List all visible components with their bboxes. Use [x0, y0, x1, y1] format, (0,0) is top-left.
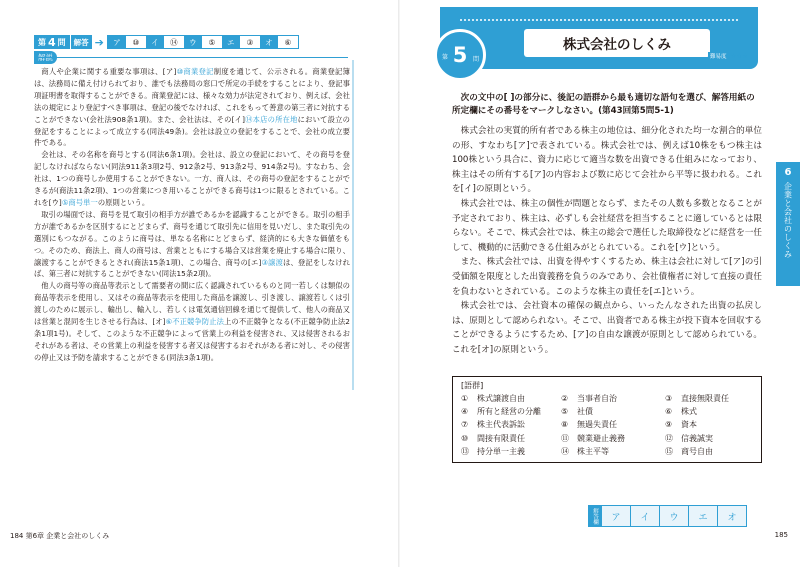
text: 他人の商号等の商品等表示として需要者の間に広く認識されているものと同一若しくは類似の商品等表示を使用し、又はその商品等表示を使用した商品を譲渡し、引き渡し、譲渡若しくは引渡しのために展示し、輸出し、輸入し、若しくは電気通信回線を通じて提供して、他人の商品又は営業と混同を生じさせる行為は、[オ] — [34, 281, 350, 327]
word-list-item — [461, 446, 561, 458]
answer-key: ウ — [184, 36, 202, 48]
answer-value: ⑩ — [126, 36, 146, 48]
answer-highlight: ③譲渡 — [261, 257, 284, 267]
word-list-item — [665, 446, 757, 458]
question-prefix: 第 — [38, 37, 46, 47]
chapter-tab — [776, 162, 800, 286]
answer-value: ③ — [240, 36, 260, 48]
text: は、登記をしなければ、第三者に対抗することができない(同法15条2項)。 — [34, 257, 350, 279]
word-list-item — [665, 393, 757, 405]
word-text: 信義誠実 — [681, 433, 713, 443]
word-list-item — [561, 393, 665, 405]
word-number: ⑥ — [665, 407, 673, 417]
word-number: ⑤ — [561, 407, 569, 417]
text: において設立の登記をすることによって成立する(同法49条)。会社は設立の登記をすることで、会社の成立要件である。 — [34, 114, 350, 148]
dotted-rule — [460, 19, 738, 21]
answer-highlight: ⑩商業登記 — [176, 67, 214, 76]
word-number: ⑮ — [665, 446, 673, 456]
text: 商人や企業に関する重要な事項は、[ア] — [41, 67, 177, 76]
answer-key: エ — [222, 36, 240, 48]
answer-pairs — [107, 35, 299, 49]
question-body — [452, 124, 762, 358]
word-text: 株主代表訴訟 — [477, 420, 525, 430]
word-text: 資本 — [681, 420, 697, 430]
difficulty-label: 難易度 — [710, 54, 727, 60]
word-list-item — [561, 433, 665, 445]
answer-highlight: ⑭本店の所在地 — [245, 114, 298, 124]
word-number: ⑨ — [665, 420, 673, 430]
answer-field[interactable]: エ — [689, 505, 718, 527]
paragraph — [34, 66, 350, 149]
word-number: ⑪ — [561, 433, 569, 443]
word-text: 株式 — [681, 407, 697, 417]
answer-form — [588, 505, 747, 527]
word-number: ① — [461, 394, 469, 403]
paragraph — [34, 280, 350, 363]
question-number: 4 — [48, 35, 56, 49]
paragraph — [34, 149, 350, 209]
answer-highlight: ⑥不正競争防止法 — [165, 317, 225, 327]
word-text: 直接無限責任 — [681, 394, 729, 403]
word-list-item — [665, 419, 757, 431]
answer-key: オ — [260, 36, 278, 48]
word-number: ② — [561, 394, 569, 403]
word-list-item — [665, 406, 757, 418]
word-number: ⑭ — [561, 446, 569, 456]
word-text: 間接有限責任 — [477, 433, 525, 443]
question-title: 株式会社のしくみ — [524, 29, 710, 57]
question-suffix: 問 — [57, 37, 66, 47]
explanation-body — [34, 66, 350, 364]
page-footer: 184 第6章 企業と会社のしくみ — [10, 532, 110, 540]
answer-value: ⑥ — [278, 36, 298, 48]
right-page — [400, 0, 800, 567]
page-footer: 185 — [774, 531, 788, 539]
paragraph: 株式会社の実質的所有者である株主の地位は、細分化された均一な割合的単位の形、すなわち[ア]で表されている。株式会社では、例えば10株をもつ株主は100株という具合に、資力に応じて適当な数を出資できる仕組みになっており、株主はその所有する[ア]の内容および数に応じて会社から平等に扱われる。これを[イ]の原則という。 — [452, 126, 762, 195]
answer-bar — [34, 35, 299, 49]
answer-field[interactable]: ア — [602, 505, 631, 527]
word-text: 株式譲渡自由 — [477, 394, 525, 403]
text: の原則という。 — [97, 197, 150, 207]
answer-field[interactable]: オ — [718, 505, 747, 527]
divider — [352, 60, 354, 390]
paragraph — [34, 209, 350, 280]
word-text: 持分単一主義 — [477, 446, 525, 456]
paragraph: また、株式会社では、出資を得やすくするため、株主は会社に対して[ア]の引受価額を限度とした出資義務を負うのみであり、会社債権者に対して直接の責任を負わないとされている。このような株主の責任を[エ]という。 — [452, 257, 762, 297]
word-list — [452, 376, 762, 463]
text: 制度を通じて、公示される。商業登記簿は、法務局に備え付けられており、誰でも法務局の窓口で所定の手続をすることにより、登記事項証明書を取得することができる。商業登記には、様々な効力が法定されており、例えば、会社法の規定により登記すべき事項は、登記の後でなければ、これをもって善意の第三者に対抗することができない(会社法908条1項)。また、会社法は、その[イ] — [34, 67, 350, 124]
text: 取引の場面では、商号を見て取引の相手方が誰であるかを認識することができる。取引の相手方が誰であるかを区別するにとどまらず、商号を通じて取引先に信用を見いだし、また取引先の選別にもつながる。このように商号は、単なる名称にとどまらず、経済的にも大きな価値をもつ。そのため、商法上、商人の商号は、営業とともにする場合又は営業を廃止する場合に限り、譲渡することができるとされ(商法15条1項)、この場合、商号の[エ] — [34, 209, 350, 267]
instruction: 次の文中の[ ]の部分に、後記の語群から最も適切な語句を選び、解答用紙の所定欄にその番号をマークしなさい。(第43回第5問5-1) — [452, 93, 755, 116]
question-prefix: 第 — [442, 54, 449, 61]
word-list-item — [561, 406, 665, 418]
answer-field[interactable]: ウ — [660, 505, 689, 527]
answer-value: ⑭ — [164, 36, 184, 48]
arrow-right-icon: ➔ — [94, 35, 104, 49]
answer-label: 解答 — [70, 35, 92, 49]
question-header — [440, 7, 758, 69]
answer-form-label: 解答欄 — [588, 505, 602, 527]
word-text: 商号自由 — [681, 446, 713, 456]
word-text: 株主平等 — [577, 446, 609, 456]
word-text: 無過失責任 — [577, 420, 617, 430]
word-number: ⑧ — [561, 420, 569, 430]
chapter-number: 6 — [784, 167, 792, 178]
chapter-title: 企業と会社のしくみ — [783, 182, 793, 259]
answer-field[interactable]: イ — [631, 505, 660, 527]
word-number: ⑬ — [461, 446, 469, 456]
answer-highlight: ⑤商号単一 — [61, 197, 98, 207]
paragraph: 株式会社では、株主の個性が問題とならず、またその人数も多数となることが予定されており、株主は、必ずしも会社経営を担当することに適しているとは限らない。そこで、株式会社では、株主の総会で選任した取締役などに経営を一任して、機動的に活動できる仕組みがとられている。これを[ウ]という。 — [452, 198, 762, 253]
word-number: ⑫ — [665, 433, 673, 443]
word-text: 所有と経営の分離 — [477, 407, 541, 417]
answer-key: イ — [146, 36, 164, 48]
word-list-item — [461, 419, 561, 431]
star-icon: ★★☆ — [730, 52, 748, 60]
word-list-item — [461, 393, 561, 405]
word-list-item — [461, 433, 561, 445]
answer-key: ア — [108, 36, 126, 48]
word-list-title: [語群] — [461, 381, 484, 390]
question-number-circle — [434, 29, 486, 81]
word-text: 競業避止義務 — [577, 433, 625, 443]
word-list-grid — [461, 393, 755, 458]
answer-value: ⑤ — [202, 36, 222, 48]
divider — [34, 57, 348, 58]
word-number: ⑦ — [461, 420, 469, 430]
paragraph: 株式会社では、会社資本の確保の観点から、いったんなされた出資の払戻しは、原則として認められない。そこで、出資者である株主が投下資本を回収することができるようにするため、[ア]の自由な譲渡が原則として認められている。これを[オ]の原則という。 — [452, 301, 762, 355]
word-list-item — [665, 433, 757, 445]
text: 会社は、その名称を商号とする(同法6条1項)。会社は、設立の登記において、その商号を登記しなければならない(同法911条3項2号、912条2号、913条2号、914条2号)。すなわち、会社は、1つの商号しか使用することができない。一方、商人は、その商号の登記をすることができるが(商法11条2項)、1つの営業につき用いることができる商号は1つに限るとされている。これを[ウ] — [34, 150, 350, 207]
word-list-item — [561, 419, 665, 431]
difficulty — [708, 52, 748, 60]
word-number: ⑩ — [461, 433, 469, 443]
question-number-badge — [34, 35, 70, 49]
text: 上の不正競争となる(不正競争防止法2条1項1号)。そして、このような不正競争によって営業上の利益を侵害され、又は侵害されるおそれがある者は、その営業上の利益を侵害する者又は侵害するおそれがある者に対し、その侵害の停止又は予防を請求することができる(同法3条1項)。 — [34, 317, 350, 362]
word-list-item — [561, 446, 665, 458]
question-suffix: 問 — [472, 56, 479, 63]
word-text: 社債 — [577, 407, 593, 417]
word-number: ③ — [665, 394, 673, 403]
word-list-item — [461, 406, 561, 418]
word-number: ④ — [461, 407, 469, 417]
question-number: 5 — [452, 43, 468, 67]
word-text: 当事者自治 — [577, 394, 617, 403]
